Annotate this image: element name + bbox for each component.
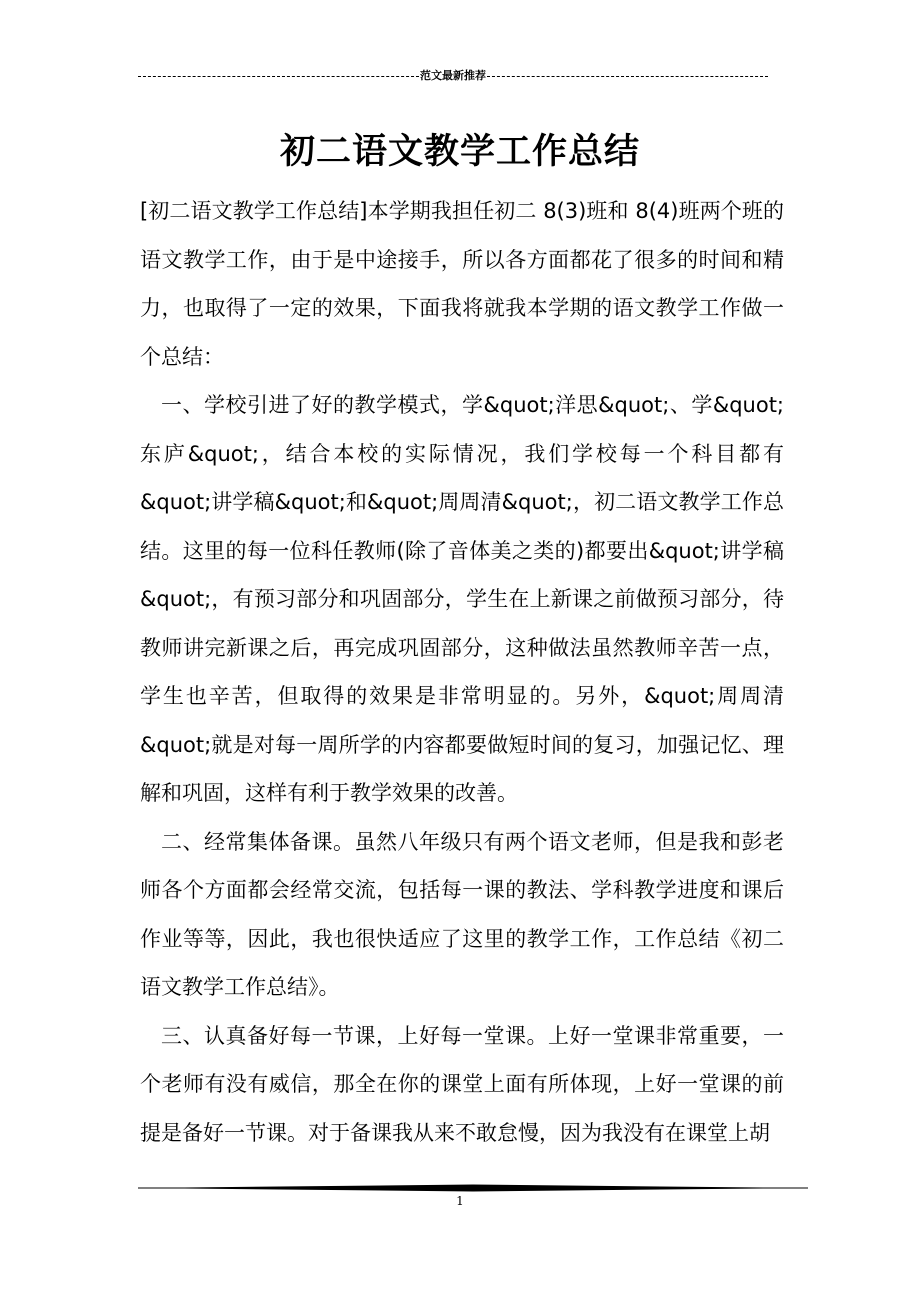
- header-dash-right: [487, 76, 768, 77]
- paragraph-2: 二、经常集体备课。虽然八年级只有两个语文老师，但是我和彭老师各个方面都会经常交流，包括每一课的教法、学科教学进度和课后作业等等，因此，我也很快适应了这里的教学工作，工作总结《初二语文教学工作总结》。: [140, 829, 784, 999]
- paragraph-intro: [初二语文教学工作总结]本学期我担任初二 8(3)班和 8(4)班两个班的语文教学工作，由于是中途接手，所以各方面都花了很多的时间和精力，也取得了一定的效果，下面我将就我本学期的语文教学工作做一个总结：: [140, 199, 784, 369]
- page-header: [138, 68, 768, 84]
- header-label: 范文最新推荐: [420, 69, 486, 82]
- document-body: [140, 187, 784, 1157]
- paragraph-1: 一、学校引进了好的教学模式，学&quot;洋思&quot;、学&quot;东庐&quot;，结合本校的实际情况，我们学校每一个科目都有&quot;讲学稿&quot;和&quot;周周清&quot;，初二语文教学工作总结。这里的每一位科任教师(除了音体美之类的)都要出&quot;讲学稿&quot;，有预习部分和巩固部分，学生在上新课之前做预习部分，待教师讲完新课之后，再完成巩固部分，这种做法虽然教师辛苦一点，学生也辛苦，但取得的效果是非常明显的。另外，&quot;周周清&quot;就是对每一周所学的内容都要做短时间的复习，加强记忆、理解和巩固，这样有利于教学效果的改善。: [140, 393, 784, 805]
- page-number: 1: [456, 1194, 464, 1208]
- header-dash-left: [138, 76, 419, 77]
- document-title: 初二语文教学工作总结: [279, 132, 640, 172]
- paragraph-3: 三、认真备好每一节课，上好每一堂课。上好一堂课非常重要，一个老师有没有威信，那全在你的课堂上面有所体现，上好一堂课的前提是备好一节课。对于备课我从来不敢怠慢，因为我没有在课堂上胡: [140, 1023, 784, 1145]
